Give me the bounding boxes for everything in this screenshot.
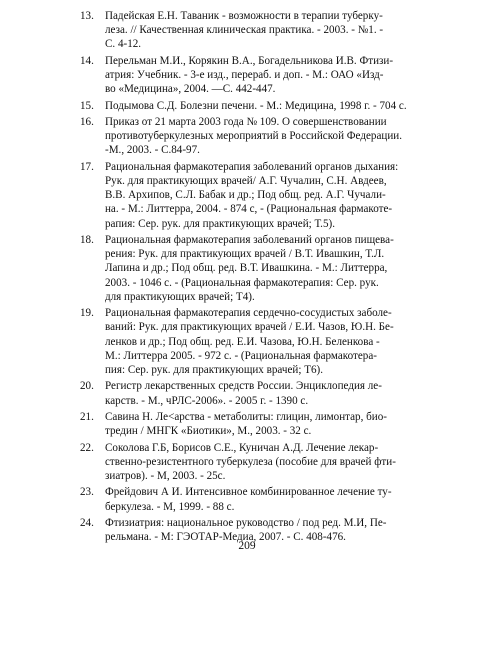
- reference-text: Фтизиатрия: национальное руководство / под ред. М.И, Пе- рельмана. - М: ГЭОТАР-Медиа, 2007. - С. 408-476.: [105, 516, 387, 544]
- reference-item: [80, 379, 414, 407]
- reference-number: 19.: [80, 307, 94, 320]
- page-number: 209: [238, 540, 256, 552]
- reference-item: [80, 306, 414, 377]
- reference-item: [80, 9, 414, 52]
- reference-number: 14.: [80, 54, 94, 67]
- reference-item: [80, 410, 414, 438]
- reference-number: 17.: [80, 160, 94, 173]
- reference-item: [80, 99, 414, 113]
- reference-item: [80, 233, 414, 304]
- reference-item: [80, 485, 414, 513]
- reference-text: Рациональная фармакотерапия заболеваний органов пищева- рения: Рук. для практикующих врачей / В.Т. Ивашкин, Т.Л. Лапина и др.; Под общ. ред. В.Т. Ивашкина. - М.: Литтерра, 2003. - 1046 с. - (Рациональная фармакотерапия: Сер. рук. для практикующих врачей; Т4).: [105, 233, 394, 303]
- reference-item: [80, 54, 414, 97]
- reference-text: Регистр лекарственных средств России. Энциклопедия ле- карств. - М., чРЛС-2006». - 2005 г. - 1390 с.: [105, 380, 382, 407]
- reference-number: 15.: [80, 99, 94, 112]
- reference-item: [80, 160, 414, 231]
- reference-number: 23.: [80, 486, 94, 499]
- reference-list: [80, 9, 414, 547]
- reference-text: Фрейдович А И. Интенсивное комбинированное лечение ту- беркулеза. - М, 1999. - 88 с.: [105, 486, 392, 513]
- reference-number: 24.: [80, 516, 94, 529]
- reference-item: [80, 441, 414, 484]
- reference-text: Приказ от 21 марта 2003 года № 109. О совершенствовании противотуберкулезных мероприятий в Российской Федерации. -М., 2003. - С.84-97.: [105, 115, 402, 157]
- reference-number: 21.: [80, 410, 94, 423]
- reference-text: Соколова Г.Б, Борисов С.Е., Куничан А.Д. Лечение лекар- ственно-резистентного туберкулеза (пособие для врачей фти- зиатров). - М, 2003. - 25с.: [105, 441, 396, 482]
- reference-number: 22.: [80, 441, 94, 454]
- reference-text: Рациональная фармакотерапия заболеваний органов дыхания: Рук. для практикующих врачей/ А.Г. Чучалин, С.Н. Авдеев, В.В. Архипов, С.Л. Бабак и др.; Под общ. ред. А.Г. Чучали- на. - М.: Литтерра, 2004. - 874 с, - (Рациональная фармакоте- рапия: Сер. рук. для практикующих врачей; Т.5).: [105, 160, 399, 230]
- reference-number: 16.: [80, 115, 94, 128]
- reference-text: Перельман М.И., Корякин В.А., Богадельникова И.В. Фтизи- атрия: Учебник. - 3-е изд., перераб. и доп. - М.: ОАО «Изд- во «Медицина», 2004. —С. 442-447.: [105, 54, 394, 96]
- reference-text: Падейская Е.Н. Таваник - возможности в терапии туберку- леза. // Качественная клиническая практика. - 2003. - №1. - С. 4-12.: [105, 10, 384, 51]
- reference-item: [80, 115, 414, 158]
- reference-text: Савина Н. Ле<арства - метаболиты: глицин, лимонтар, био- тредин / МНГК «Биотики», М., 2003. - 32 с.: [105, 410, 387, 438]
- reference-number: 13.: [80, 10, 94, 22]
- reference-text: Рациональная фармакотерапия сердечно-сосудистых заболе- ваний: Рук. для практикующих врачей / Е.И. Чазов, Ю.Н. Бе- ленков и др.; Под общ. ред. Е.И. Чазова, Ю.Н. Беленкова - М.: Литтерра 2005. - 972 с. - (Рациональная фармакотера- пия: Сер. рук. для практикующих врачей; Т6).: [105, 307, 394, 376]
- reference-number: 20.: [80, 380, 94, 393]
- reference-text: Подымова С.Д. Болезни печени. - М.: Медицина, 1998 г. - 704 с.: [105, 99, 407, 112]
- reference-number: 18.: [80, 233, 94, 246]
